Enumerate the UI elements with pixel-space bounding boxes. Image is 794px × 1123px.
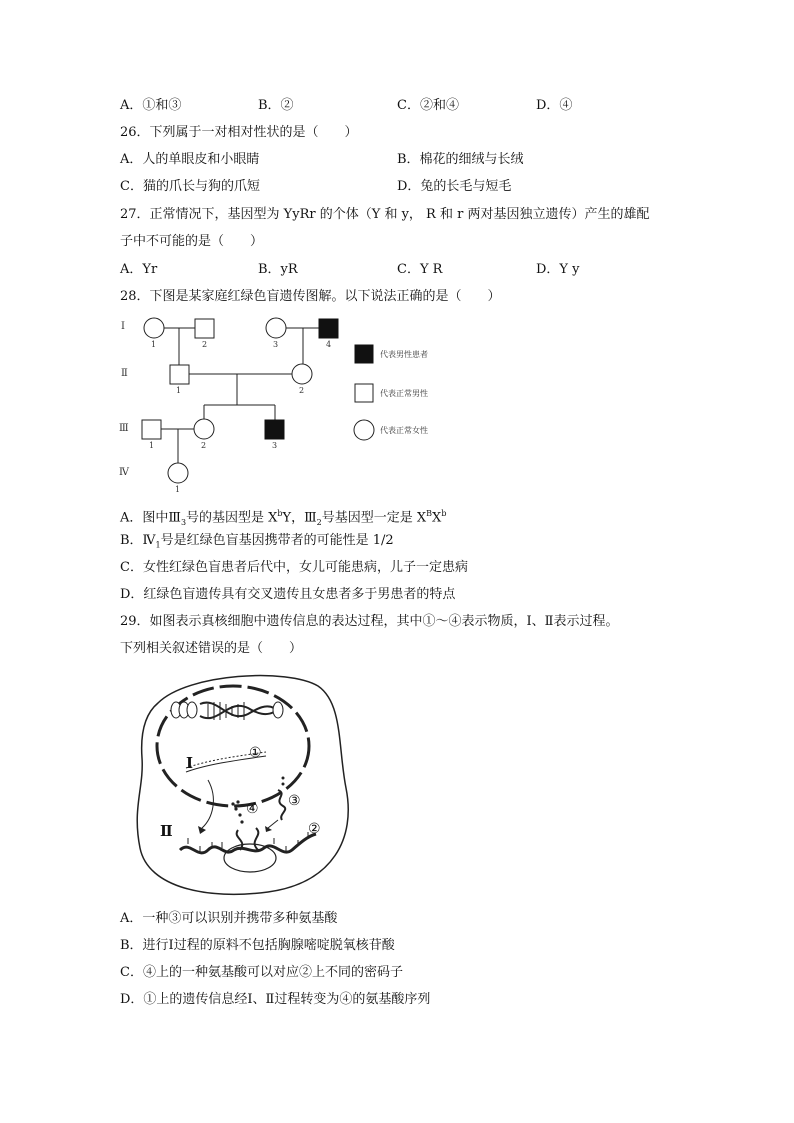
q25-option-d: D．④ bbox=[536, 98, 573, 113]
pedigree-number: 3 bbox=[272, 441, 278, 450]
q26-option-a: A．人的单眼皮和小眼睛 bbox=[120, 152, 260, 167]
ribosome-large bbox=[224, 844, 276, 872]
q29-option-b: B．进行Ⅰ过程的原料不包括胸腺嘧啶脱氧核苷酸 bbox=[120, 938, 395, 953]
pedigree-number: 1 bbox=[151, 340, 157, 349]
q27-option-a: A．Yr bbox=[120, 262, 158, 277]
q28-option-b: B．$Ⅳ_1$号是红绿色盲基因携带者的可能性是 1/2 bbox=[120, 533, 394, 550]
amino-acid-chain-4 bbox=[231, 800, 243, 823]
q26-stem: 26．下列属于一对相对性状的是（ ） bbox=[120, 125, 358, 140]
legend-affected-male-label: 代表男性患者 bbox=[380, 350, 428, 359]
pedigree-female-i1 bbox=[144, 318, 164, 338]
q25-option-b: B．② bbox=[258, 98, 294, 113]
pedigree-female-iii2 bbox=[194, 419, 214, 439]
q28-option-a: A．图中$Ⅲ_3$号的基因型是 $X^bY$，$Ⅲ_2$号基因型一定是 $X^BX^b$ bbox=[120, 509, 447, 527]
legend-normal-male-label: 代表正常男性 bbox=[380, 389, 428, 398]
generation-label-iii: Ⅲ bbox=[119, 423, 129, 434]
q29-option-d: D．①上的遗传信息经Ⅰ、Ⅱ过程转变为④的氨基酸序列 bbox=[120, 992, 431, 1007]
legend-normal-female-label: 代表正常女性 bbox=[380, 426, 428, 435]
figure-label-2: ② bbox=[308, 821, 321, 837]
q29-stem-line2: 下列相关叙述错误的是（ ） bbox=[120, 641, 303, 656]
q28-stem: 28．下图是某家庭红绿色盲遗传图解。以下说法正确的是（ ） bbox=[120, 289, 501, 304]
generation-label-iv: Ⅳ bbox=[119, 467, 129, 478]
q25-option-a: A．①和③ bbox=[120, 98, 182, 113]
pedigree-affected-male-iii3 bbox=[265, 420, 284, 439]
pedigree-number: 1 bbox=[175, 485, 181, 494]
pedigree-female-i3 bbox=[266, 318, 286, 338]
legend-affected-male-symbol bbox=[355, 345, 373, 363]
pedigree-affected-male-i4 bbox=[319, 319, 338, 338]
q29-stem-line1: 29．如图表示真核细胞中遗传信息的表达过程，其中①～④表示物质，Ⅰ、Ⅱ表示过程。 bbox=[120, 614, 619, 629]
pedigree-male-ii1 bbox=[170, 365, 189, 384]
pedigree-number: 2 bbox=[201, 441, 207, 450]
trna-3 bbox=[265, 777, 285, 833]
q28-option-c: C．女性红绿色盲患者后代中，女儿可能患病，儿子一定患病 bbox=[120, 560, 468, 575]
q27-stem-line1: 27．正常情况下，基因型为 YyRr 的个体（Y 和 y， R 和 r 两对基因独立遗传）产生的雄配 bbox=[120, 207, 650, 222]
pedigree-number: 1 bbox=[149, 441, 155, 450]
generation-label-ii: Ⅱ bbox=[121, 368, 128, 379]
q27-option-d: D．Y y bbox=[536, 262, 580, 277]
legend-normal-female-symbol bbox=[354, 420, 374, 440]
pedigree-number: 3 bbox=[273, 340, 279, 349]
pedigree-female-ii2 bbox=[292, 364, 312, 384]
generation-label-i: Ⅰ bbox=[121, 321, 125, 332]
q25-option-c: C．②和④ bbox=[397, 98, 459, 113]
pedigree-male-iii1 bbox=[142, 420, 161, 439]
q26-option-c: C．猫的爪长与狗的爪短 bbox=[120, 179, 260, 194]
pedigree-svg bbox=[118, 312, 458, 497]
figure-label-process-i: Ⅰ bbox=[186, 754, 194, 772]
pedigree-number: 4 bbox=[326, 340, 332, 349]
q27-option-c: C．Y R bbox=[397, 262, 443, 277]
q29-option-c: C．④上的一种氨基酸可以对应②上不同的密码子 bbox=[120, 965, 403, 980]
figure-label-process-ii: Ⅱ bbox=[160, 822, 173, 840]
pedigree-male-i2 bbox=[195, 319, 214, 338]
pedigree-figure bbox=[118, 312, 458, 497]
q28-option-d: D．红绿色盲遗传具有交叉遗传且女患者多于男患者的特点 bbox=[120, 587, 456, 602]
figure-label-4: ④ bbox=[246, 801, 259, 817]
q27-option-b: B．yR bbox=[258, 262, 298, 277]
gene-expression-figure bbox=[128, 668, 358, 900]
q26-option-d: D．兔的长毛与短毛 bbox=[397, 179, 512, 194]
figure-label-1: ① bbox=[249, 745, 262, 761]
cell-svg bbox=[128, 668, 358, 900]
q26-option-b: B．棉花的细绒与长绒 bbox=[397, 152, 524, 167]
figure-label-3: ③ bbox=[288, 793, 301, 809]
pedigree-female-iv1 bbox=[168, 463, 188, 483]
pedigree-number: 1 bbox=[176, 386, 182, 395]
q29-option-a: A．一种③可以识别并携带多种氨基酸 bbox=[120, 911, 338, 926]
dna-helix bbox=[171, 702, 283, 720]
pedigree-number: 2 bbox=[202, 340, 208, 349]
q27-stem-line2: 子中不可能的是（ ） bbox=[120, 234, 264, 249]
legend-normal-male-symbol bbox=[355, 384, 373, 402]
pedigree-number: 2 bbox=[299, 386, 305, 395]
